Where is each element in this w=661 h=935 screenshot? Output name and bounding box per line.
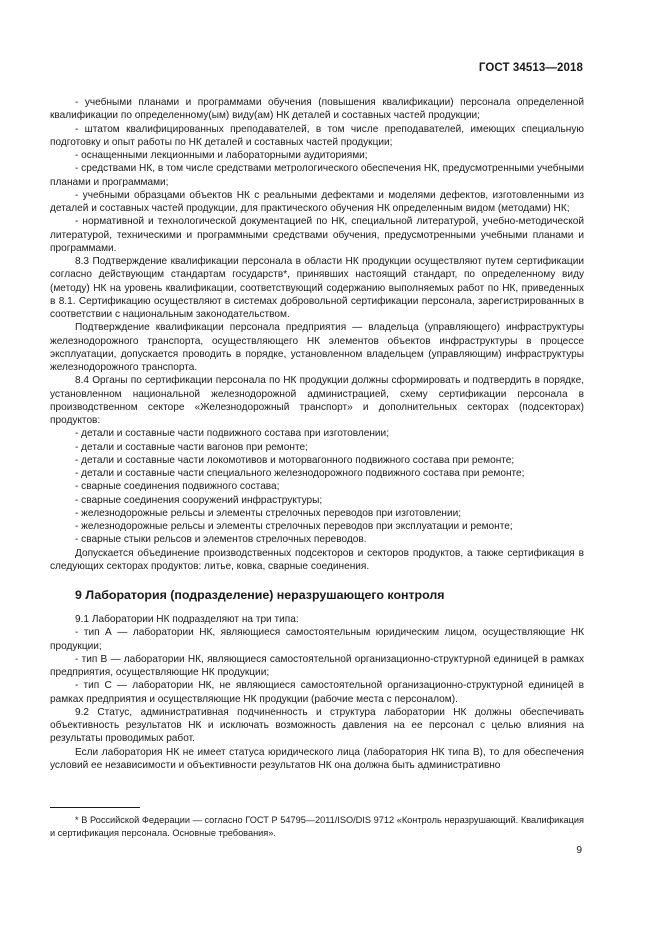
list-item: - средствами НК, в том числе средствами метрологического обеспечения НК, предусмотренными учебными планами и программами; [50, 163, 584, 188]
paragraph: Допускается объединение производственных подсекторов и секторов продуктов, а также сертификация в следующих секторах продуктов: литье, ковка, сварные соединения. [50, 547, 584, 572]
footnote-separator [50, 807, 140, 808]
list-item: - детали и составные части специального железнодорожного подвижного состава при ремонте; [75, 468, 525, 479]
section-spacer [50, 603, 584, 613]
section-spacer [50, 573, 584, 587]
paragraph-9-2: 9.2 Статус, административная подчиненность и структура лаборатории НК должны обеспечивать объективность результатов НК и исключать возможность давления на ее персонал с целью влияния на результаты проводимых работ. [50, 706, 584, 745]
list-item: - оснащенными лекционными и лабораторными аудиториями; [75, 150, 368, 161]
list-item: - сварные соединения подвижного состава; [75, 481, 280, 493]
list-item: - сварные соединения сооружений инфраструктуры; [75, 494, 323, 506]
section-title: 9 Лаборатория (подразделение) неразрушающего контроля [75, 588, 445, 602]
list-item: - штатом квалифицированных преподавателей, в том числе преподавателей, имеющих специальную подготовку и опыт работы по НК деталей и составных частей продукции; [50, 123, 584, 148]
paragraph-8-4: 8.4 Органы по сертификации персонала по НК продукции должны сформировать и подтвердить в порядке, установленном национальной железнодорожной администрацией, схему сертификации персонала в производственном секторе «Железнодорожный транспорт» и дополнительных секторах (подсекторах) продуктов: [50, 375, 584, 426]
list-item: - сварные стыки рельсов и элементов стрелочных переводов. [75, 534, 367, 546]
body-text [50, 96, 584, 772]
standard-designation: ГОСТ 34513—2018 [478, 62, 583, 74]
list-item: - нормативной и технологической документацией по НК, специальной литературой, учебно-методической литературой, техническими и программными средствами обучения, предусмотренными учебными планами и программами. [50, 216, 584, 254]
list-item: - детали и составные части локомотивов и моторвагонного подвижного состава при ремонте; [75, 454, 515, 466]
list-item: - детали и составные части подвижного состава при изготовлении; [75, 428, 389, 440]
paragraph: Если лаборатория НК не имеет статуса юридического лица (лаборатория НК типа В), то для обеспечения условий ее независимости и объективности результатов НК она должна быть административно [50, 746, 584, 771]
list-item: - железнодорожные рельсы и элементы стрелочных переводов при изготовлении; [75, 507, 462, 519]
footnote-text: * В Российской Федерации — согласно ГОСТ Р 54795—2011/ISO/DIS 9712 «Контроль неразрушающий. Квалификация и сертификация персонала. Основные требования». [50, 815, 584, 838]
list-item: - железнодорожные рельсы и элементы стрелочных переводов при эксплуатации и ремонте; [75, 521, 513, 532]
paragraph: Подтверждение квалификации персонала предприятия — владельца (управляющего) инфраструктуры железнодорожного транспорта, осуществляющего НК элементов объектов инфраструктуры в процессе эксплуатации, допускается проводить в порядке, установленном владельцем (управляющим) инфраструктуры железнодорожного транспорта. [50, 322, 584, 373]
list-item: - учебными планами и программами обучения (повышения квалификации) персонала определенной квалификации по определенному(ым) виду(ам) НК деталей и составных частей продукции; [50, 97, 584, 122]
paragraph-8-3: 8.3 Подтверждение квалификации персонала в области НК продукции осуществляют путем сертификации согласно действующим стандартам государств*, принявших настоящий стандарт, по определенному виду (методу) НК на уровень квалификации, соответствующий содержанию выполняемых работ по НК, приведенных в 8.1. Сертификацию осуществляют в системах добровольной сертификации персонала, зарегистрированных в соответствии с национальным законодательством. [50, 256, 584, 320]
list-item: - тип А — лаборатории НК, являющиеся самостоятельным юридическим лицом, осуществляющие НК продукции; [50, 627, 584, 652]
footnote [50, 814, 584, 839]
list-item: - учебными образцами объектов НК с реальными дефектами и моделями дефектов, изготовленными из деталей и составных частей продукции, для практического обучения НК определенным видом (методами) НК; [50, 189, 584, 214]
list-item: - тип С — лаборатории НК, не являющиеся самостоятельной организационно-структурной единицей в рамках предприятия и осуществляющие НК продукции (рабочие места с персоналом). [50, 680, 584, 705]
list-item: - детали и составные части вагонов при ремонте; [75, 441, 308, 453]
list-item: - тип В — лаборатории НК, являющиеся самостоятельной организационно-структурной единицей в рамках предприятия, осуществляющие НК продукции; [50, 653, 584, 678]
page-number: 9 [576, 845, 582, 856]
paragraph-9-1: 9.1 Лаборатории НК подразделяют на три типа: [75, 614, 299, 625]
